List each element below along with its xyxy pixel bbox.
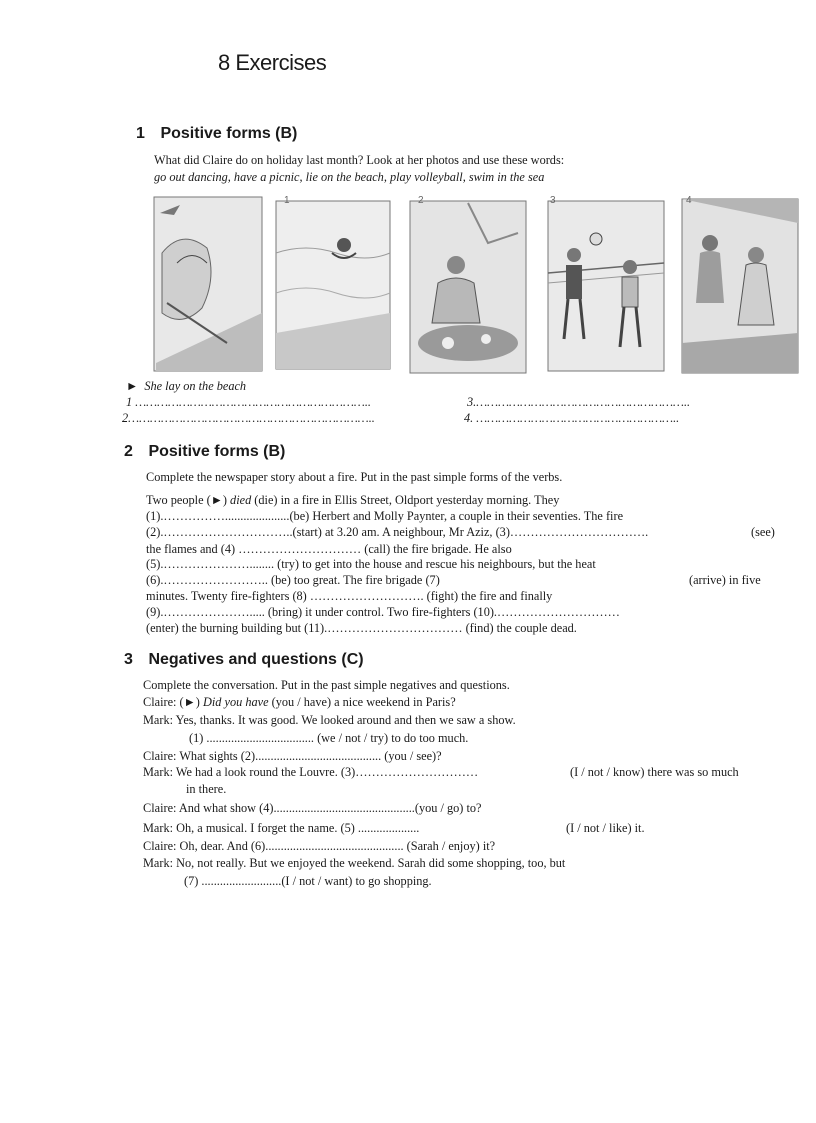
story-line-6-verb: (arrive) in five xyxy=(689,573,761,587)
photo-number-1: 1 xyxy=(284,195,290,206)
answer-line-3[interactable]: 3.………………………………………………….. xyxy=(467,395,691,409)
dialogue-mark-2-verb: (I / not / know) there was so much xyxy=(570,765,739,779)
dialogue-mark-1-blank[interactable]: (1) ................................... (we / not / try) to do too much. xyxy=(189,731,469,745)
story-line-4[interactable]: the flames and (4) ………………………… (call) the fire brigade. He also xyxy=(146,542,512,556)
section-1-instruction: What did Claire do on holiday last month? Look at her photos and use these words: xyxy=(154,153,565,167)
dialogue-claire-1: Claire: (►) Did you have (you / have) a nice weekend in Paris? xyxy=(143,695,456,709)
dialogue-mark-4: Mark: No, not really. But we enjoyed the weekend. Sarah did some shopping, too, but xyxy=(143,856,566,870)
section-2-instruction: Complete the newspaper story about a fire. Put in the past simple forms of the verbs. xyxy=(146,470,563,484)
dialogue-claire-4[interactable]: Claire: Oh, dear. And (6)............................................. (Sarah / enjoy) it? xyxy=(143,839,496,853)
section-3-heading xyxy=(124,651,364,669)
example-answer: She lay on the beach xyxy=(144,379,247,393)
photo-have-picnic xyxy=(408,193,528,375)
story-line-3-verb: (see) xyxy=(751,525,775,539)
example-arrow-icon: ► xyxy=(126,379,139,393)
photo-lie-on-beach xyxy=(152,193,264,373)
story-line-9[interactable]: (enter) the burning building but (11).…………………………… (find) the couple dead. xyxy=(146,621,577,635)
section-2-number: 2 xyxy=(124,443,133,460)
photo-number-3: 3 xyxy=(550,195,556,206)
section-2-title: Positive forms (B) xyxy=(148,443,286,460)
dialogue-mark-3[interactable]: Mark: Oh, a musical. I forget the name. (5) .................... xyxy=(143,821,420,835)
photo-play-volleyball xyxy=(544,193,668,375)
answer-line-1[interactable]: 1 ……………………………………………………….. xyxy=(126,395,371,409)
section-3-number: 3 xyxy=(124,651,133,668)
dialogue-mark-2-cont: in there. xyxy=(186,782,227,796)
story-line-6[interactable]: (6).…………………….. (be) too great. The fire brigade (7) xyxy=(146,573,440,587)
section-2-heading xyxy=(124,443,285,461)
section-1-title: Positive forms (B) xyxy=(160,125,298,142)
photo-number-4: 4 xyxy=(686,195,692,206)
answer-line-4[interactable]: 4. ……………………………………………….. xyxy=(464,411,680,425)
example-answer-did-you-have: Did you have xyxy=(202,695,269,709)
holiday-photos xyxy=(152,193,800,375)
dialogue-mark-1: Mark: Yes, thanks. It was good. We looked around and then we saw a show. xyxy=(143,713,516,727)
page-title: 8 Exercises xyxy=(218,50,327,75)
story-line-8[interactable]: (9).…………………..... (bring) it under control. Two fire-fighters (10).………………………… xyxy=(146,605,620,619)
answer-line-2[interactable]: 2………………………………………………………….. xyxy=(122,411,375,425)
example-answer-died: died xyxy=(230,493,252,507)
dialogue-mark-2[interactable]: Mark: We had a look round the Louvre. (3)………………………… xyxy=(143,765,479,779)
story-line-7[interactable]: minutes. Twenty fire-fighters (8) ………………………. (fight) the fire and finally xyxy=(146,589,553,603)
photo-go-out-dancing xyxy=(680,193,800,375)
dialogue-mark-4-blank[interactable]: (7) ..........................(I / not / want) to go shopping. xyxy=(184,874,432,888)
photo-number-2: 2 xyxy=(418,195,424,206)
section-3-title: Negatives and questions (C) xyxy=(148,651,364,668)
dialogue-claire-2[interactable]: Claire: What sights (2)......................................... (you / see)? xyxy=(143,749,442,763)
story-line-3[interactable]: (2).…………………………..(start) at 3.20 am. A neighbour, Mr Aziz, (3)……………………………. xyxy=(146,525,649,539)
dialogue-claire-3[interactable]: Claire: And what show (4)..............................................(you / go) to? xyxy=(143,801,482,815)
photo-swim-in-sea xyxy=(272,193,394,373)
story-line-1: Two people (►) died (die) in a fire in Ellis Street, Oldport yesterday morning. They xyxy=(146,493,560,507)
section-1-heading xyxy=(136,125,297,143)
section-1-word-list: go out dancing, have a picnic, lie on the beach, play volleyball, swim in the sea xyxy=(154,170,545,184)
story-line-2[interactable]: (1).…………….....................(be) Herbert and Molly Paynter, a couple in their seventies. The fire xyxy=(146,509,624,523)
story-line-5[interactable]: (5).…………………........ (try) to get into the house and rescue his neighbours, but the heat xyxy=(146,557,596,571)
section-1-example xyxy=(126,378,246,394)
section-3-instruction: Complete the conversation. Put in the past simple negatives and questions. xyxy=(143,678,510,692)
section-1-number: 1 xyxy=(136,125,145,142)
dialogue-mark-3-verb: (I / not / like) it. xyxy=(566,821,645,835)
